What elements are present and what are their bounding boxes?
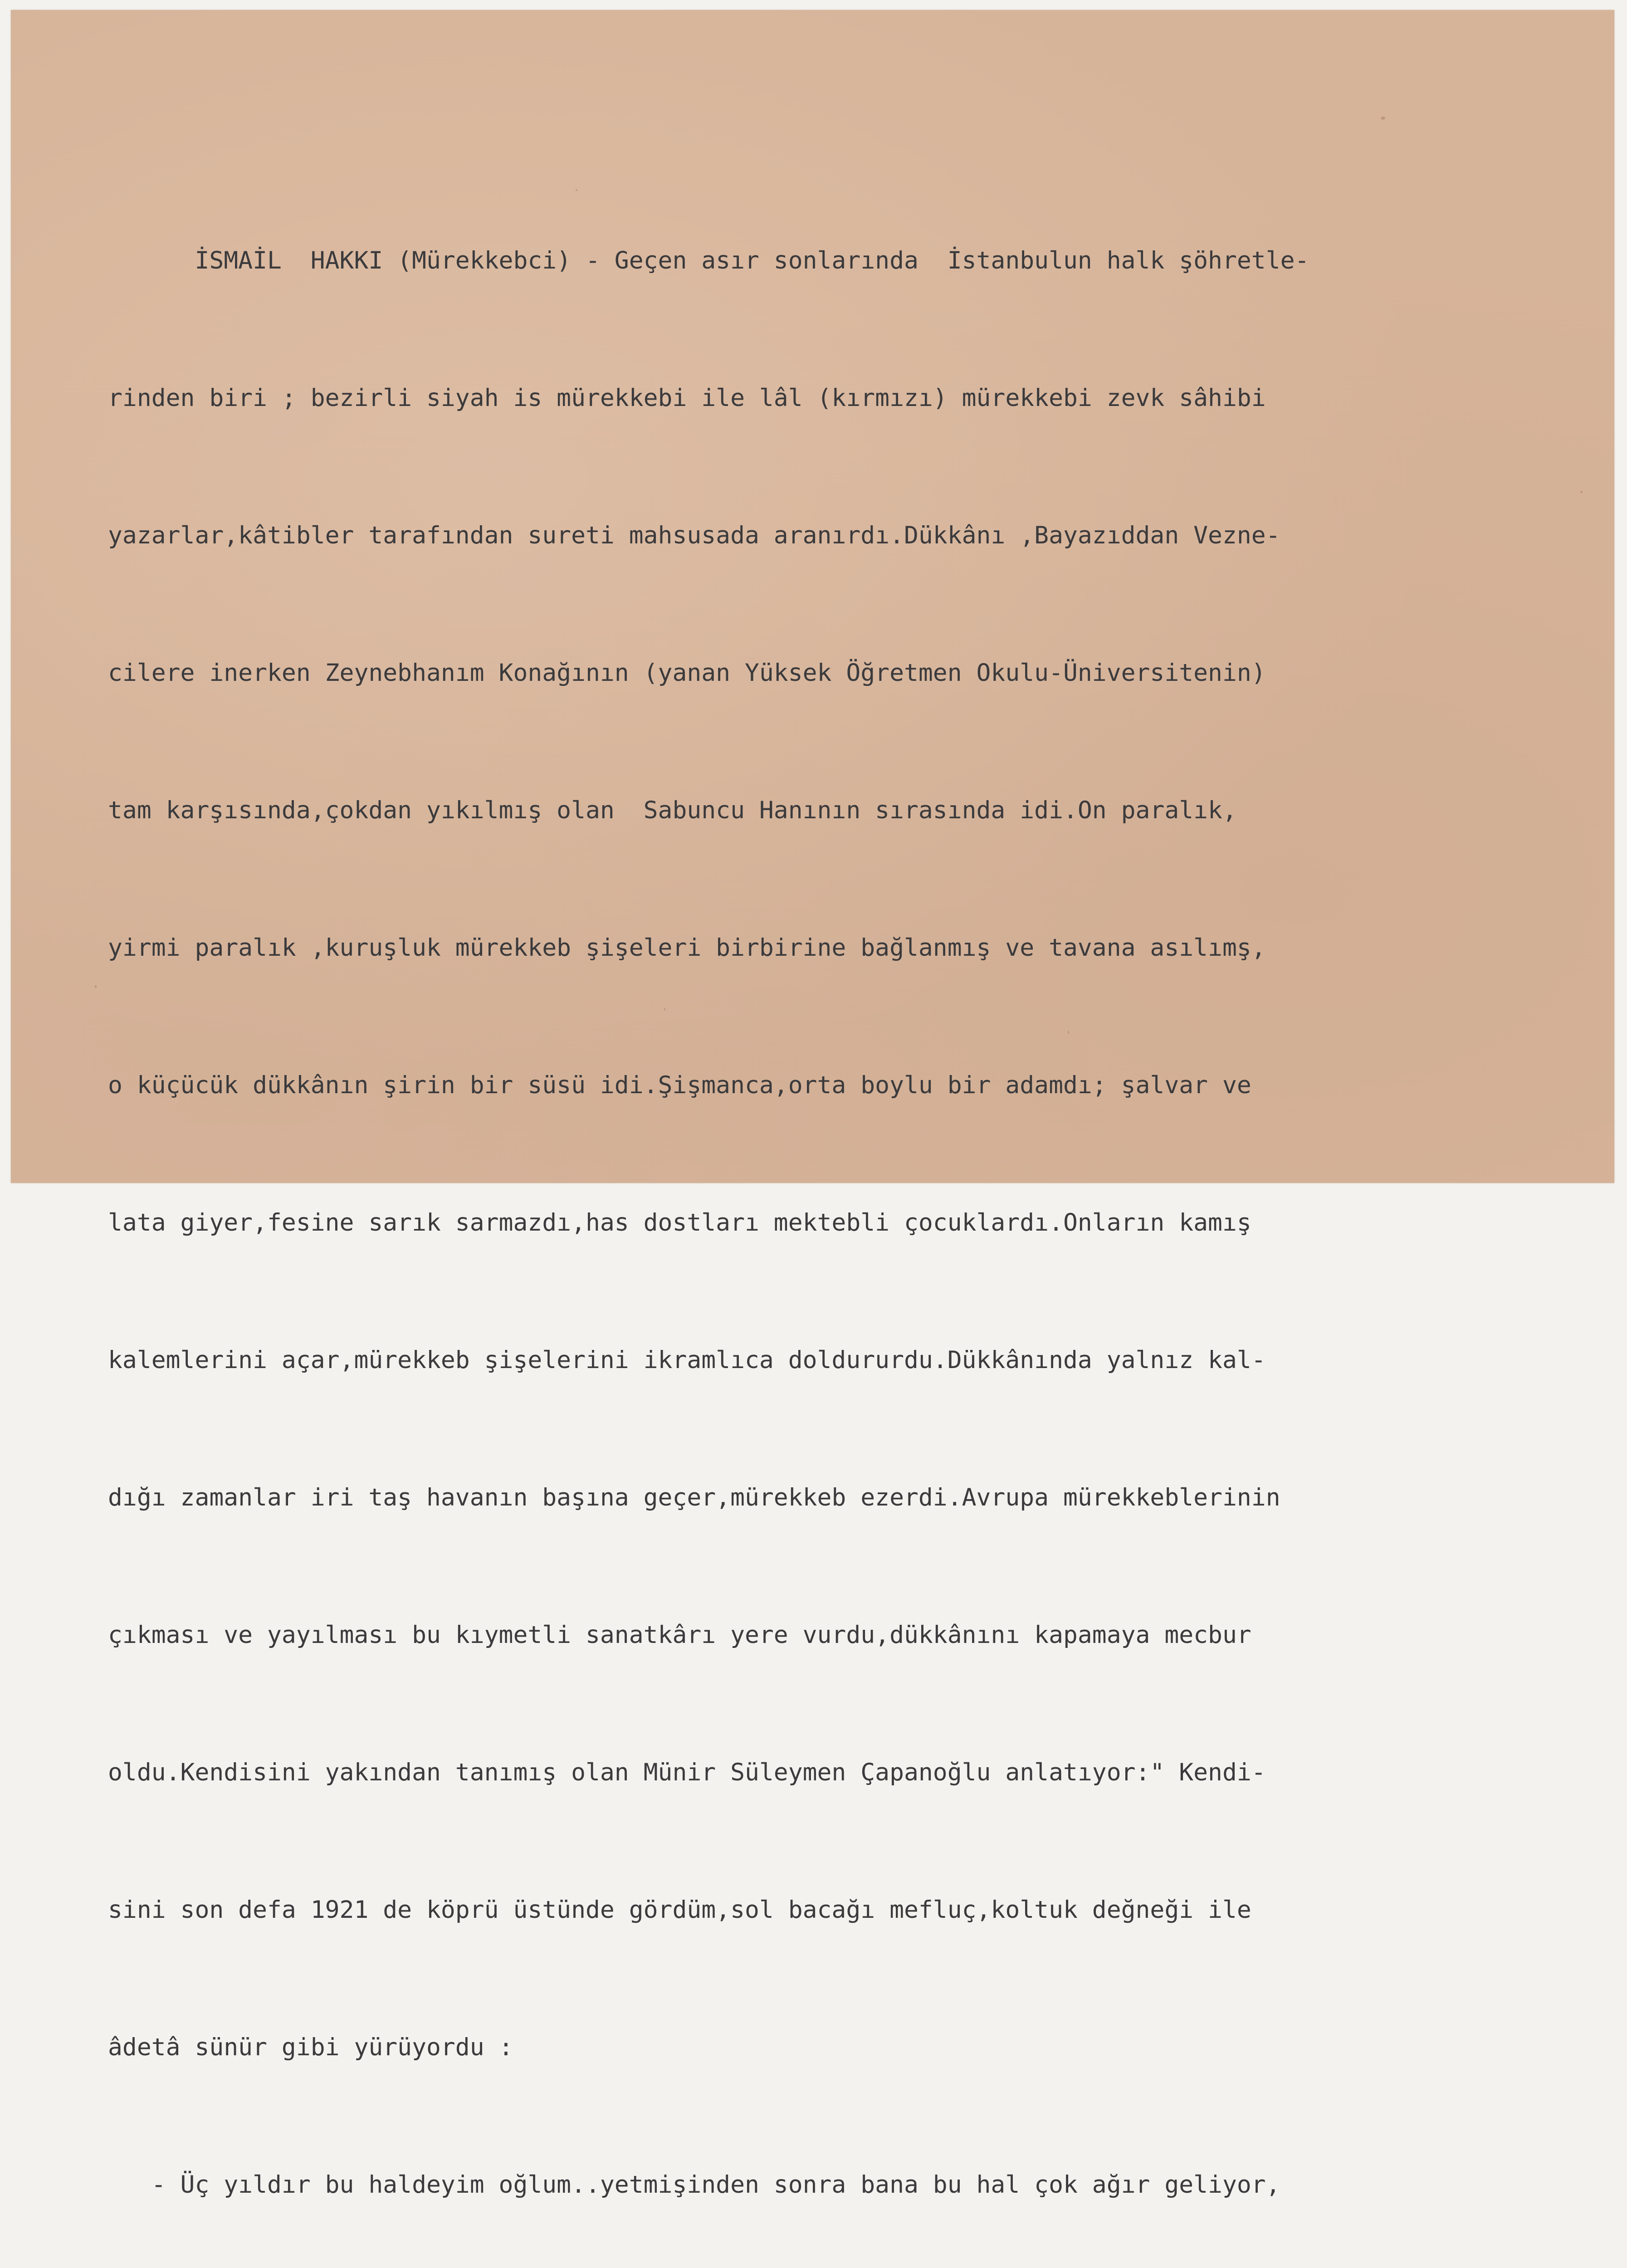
text-line: - Üç yıldır bu haldeyim oğlum..yetmişinden sonra bana bu hal çok ağır geliyor, <box>108 2171 1280 2199</box>
text-line: dığı zamanlar iri taş havanın başına geçer,mürekkeb ezerdi.Avrupa mürekkeblerinin <box>108 1484 1280 1511</box>
text-line: cilere inerken Zeynebhanım Konağının (yanan Yüksek Öğretmen Okulu-Üniversitenin) <box>108 659 1266 687</box>
ink-speck <box>95 985 97 988</box>
text-line: yirmi paralık ,kuruşluk mürekkeb şişeleri birbirine bağlanmış ve tavana asılımş, <box>108 934 1266 962</box>
text-line: âdetâ sünür gibi yürüyordu : <box>108 2033 513 2061</box>
text-line: yazarlar,kâtibler tarafından sureti mahsusada aranırdı.Dükkânı ,Bayazıddan Vezne- <box>108 522 1280 549</box>
typed-text-block <box>108 146 1605 2268</box>
text-line: kalemlerini açar,mürekkeb şişelerini ikramlıca doldururdu.Dükkânında yalnız kal- <box>108 1346 1266 1374</box>
text-line: İSMAİL HAKKI (Mürekkebci) - Geçen asır sonlarında İstanbulun halk şöhretle- <box>108 247 1309 274</box>
text-line: lata giyer,fesine sarık sarmazdı,has dostları mektebli çocuklardı.Onların kamış <box>108 1209 1251 1237</box>
text-line: çıkması ve yayılması bu kıymetli sanatkârı yere vurdu,dükkânını kapamaya mecbur <box>108 1621 1251 1649</box>
text-line: o küçücük dükkânın şirin bir süsü idi.Şişmanca,orta boylu bir adamdı; şalvar ve <box>108 1071 1251 1099</box>
text-line: tam karşısında,çokdan yıkılmış olan Sabuncu Hanının sırasında idi.On paralık, <box>108 797 1237 824</box>
text-line: rinden biri ; bezirli siyah is mürekkebi ile lâl (kırmızı) mürekkebi zevk sâhibi <box>108 384 1266 412</box>
text-line: oldu.Kendisini yakından tanımış olan Münir Süleymen Çapanoğlu anlatıyor:" Kendi- <box>108 1759 1266 1786</box>
ink-speck <box>1381 117 1385 120</box>
text-line: sini son defa 1921 de köprü üstünde gördüm,sol bacağı mefluç,koltuk değneği ile <box>108 1896 1251 1924</box>
